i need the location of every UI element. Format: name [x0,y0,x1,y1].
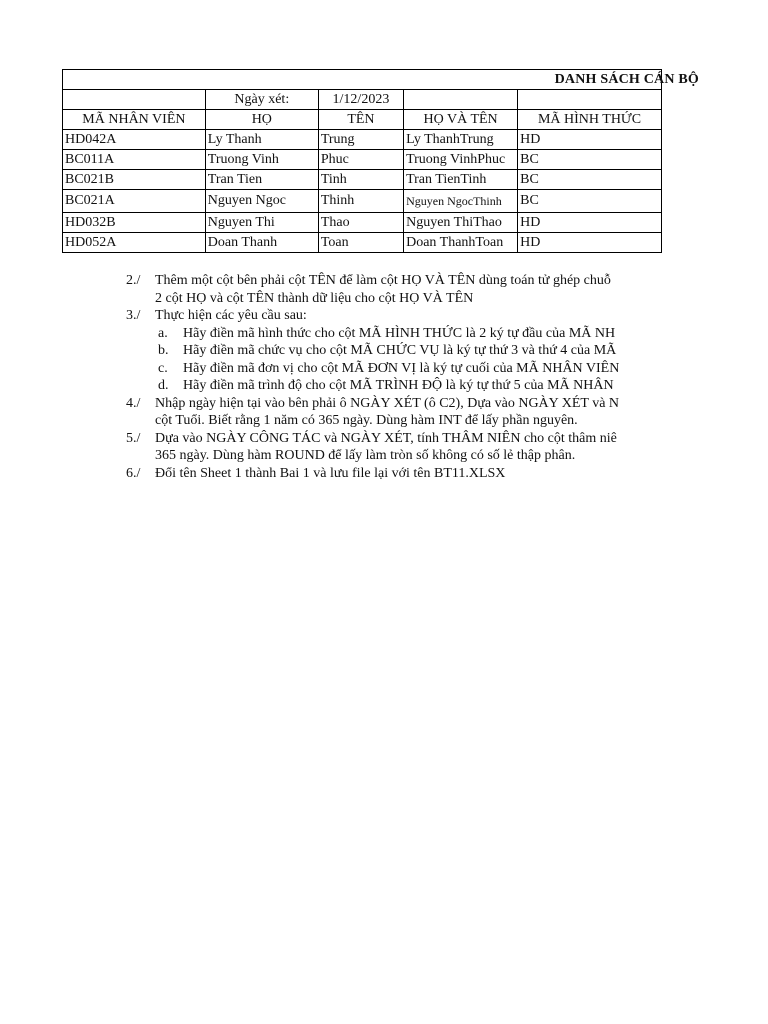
cell-ma-nhan-vien[interactable]: HD032B [63,213,206,233]
sub-item-b [126,342,647,360]
sub-text: Hãy điền mã đơn vị cho cột MÃ ĐƠN VỊ là ký tự cuối của MÃ NHÂN VIÊN [183,360,620,376]
cell-ten[interactable]: Thinh [318,190,403,213]
sub-letter: c. [158,360,168,376]
date-value[interactable]: 1/12/2023 [318,90,403,110]
cell-ho-va-ten[interactable]: Tran TienTinh [404,170,518,190]
cell-ho[interactable]: Ly Thanh [205,130,318,150]
header-ho-va-ten[interactable]: HỌ VÀ TÊN [404,110,518,130]
cell-empty[interactable] [518,90,662,110]
date-row [63,90,662,110]
cell-ma-hinh-thuc[interactable]: BC [518,150,662,170]
cell-ten[interactable]: Tinh [318,170,403,190]
sub-item-a [126,325,647,343]
instruction-text: Đổi tên Sheet 1 thành Bai 1 và lưu file lại với tên BT11.XLSX [155,465,506,481]
table-row [63,213,662,233]
sub-item-c [126,360,647,378]
cell-ma-hinh-thuc[interactable]: HD [518,213,662,233]
table-row [63,150,662,170]
header-ma-hinh-thuc[interactable]: MÃ HÌNH THỨC [518,110,662,130]
instruction-text: Dựa vào NGÀY CÔNG TÁC và NGÀY XÉT, tính THÂM NIÊN cho cột thâm niê [155,430,617,446]
table-row [63,170,662,190]
cell-ma-nhan-vien[interactable]: BC021A [63,190,206,213]
cell-ma-hinh-thuc[interactable]: BC [518,170,662,190]
cell-ho-va-ten[interactable]: Nguyen NgocThinh [404,190,518,213]
cell-ho[interactable]: Tran Tien [205,170,318,190]
table-row [63,130,662,150]
instruction-number: 3./ [126,308,141,323]
instruction-text: Thực hiện các yêu cầu sau: [155,308,307,323]
title-cell[interactable] [63,70,699,90]
instruction-2-continuation: 2 cột HỌ và cột TÊN thành dữ liệu cho cột HỌ VÀ TÊN [155,290,474,306]
cell-ho[interactable]: Nguyen Ngoc [205,190,318,213]
sub-text: Hãy điền mã chức vụ cho cột MÃ CHỨC VỤ là ký tự thứ 3 và thứ 4 của MÃ [183,343,617,358]
cell-ma-hinh-thuc[interactable]: HD [518,130,662,150]
cell-ten[interactable]: Thao [318,213,403,233]
instruction-5-continuation: 365 ngày. Dùng hàm ROUND để lấy làm tròn số không có số lẻ thập phân. [155,448,576,463]
cell-ho-va-ten[interactable]: Truong VinhPhuc [404,150,518,170]
cell-ho[interactable]: Truong Vinh [205,150,318,170]
sheet-title: DANH SÁCH CÁN BỘ [554,71,699,87]
instruction-4-continuation: cột Tuổi. Biết rằng 1 năm có 365 ngày. Dùng hàm INT để lấy phần nguyên. [155,413,578,428]
cell-ten[interactable]: Toan [318,233,403,253]
instruction-text: Thêm một cột bên phải cột TÊN để làm cột HỌ VÀ TÊN dùng toán tử ghép chuỗ [155,273,611,288]
header-ma-nhan-vien[interactable]: MÃ NHÂN VIÊN [63,110,206,130]
cell-empty[interactable] [63,90,206,110]
cell-ma-nhan-vien[interactable]: BC021B [63,170,206,190]
sub-item-d [126,377,647,395]
sub-text: Hãy điền mã trình độ cho cột MÃ TRÌNH ĐỘ là ký tự thứ 5 của MÃ NHÂN [183,378,614,393]
cell-ho-va-ten[interactable]: Ly ThanhTrung [404,130,518,150]
cell-ho[interactable]: Nguyen Thi [205,213,318,233]
staff-table [62,69,699,253]
instruction-4 [126,395,647,413]
cell-ho-va-ten[interactable]: Nguyen ThiThao [404,213,518,233]
header-row [63,110,662,130]
date-label[interactable]: Ngày xét: [205,90,318,110]
cell-ten[interactable]: Trung [318,130,403,150]
header-ten[interactable]: TÊN [318,110,403,130]
sub-letter: d. [158,378,169,393]
cell-ten[interactable]: Phuc [318,150,403,170]
instruction-number: 4./ [126,395,141,411]
cell-ma-nhan-vien[interactable]: HD042A [63,130,206,150]
sub-letter: b. [158,343,169,358]
table-row [63,190,662,213]
spreadsheet-region [62,69,699,253]
sub-letter: a. [158,325,168,341]
instruction-text: Nhập ngày hiện tại vào bên phải ô NGÀY XÉT (ô C2), Dựa vào NGÀY XÉT và N [155,395,620,411]
instruction-number: 2./ [126,273,141,288]
cell-ma-hinh-thuc[interactable]: HD [518,233,662,253]
cell-ma-hinh-thuc[interactable]: BC [518,190,662,213]
instruction-5 [126,430,647,448]
instructions-block [126,272,647,482]
cell-ho-va-ten[interactable]: Doan ThanhToan [404,233,518,253]
instruction-number: 6./ [126,465,141,481]
cell-ho[interactable]: Doan Thanh [205,233,318,253]
instruction-3 [126,307,647,325]
table-row [63,233,662,253]
cell-ma-nhan-vien[interactable]: BC011A [63,150,206,170]
instruction-2 [126,272,647,290]
title-row [63,70,662,90]
instruction-number: 5./ [126,430,141,446]
sub-text: Hãy điền mã hình thức cho cột MÃ HÌNH THỨC là 2 ký tự đầu của MÃ NH [183,325,616,341]
cell-empty[interactable] [404,90,518,110]
instruction-6 [126,465,647,483]
header-ho[interactable]: HỌ [205,110,318,130]
cell-ma-nhan-vien[interactable]: HD052A [63,233,206,253]
